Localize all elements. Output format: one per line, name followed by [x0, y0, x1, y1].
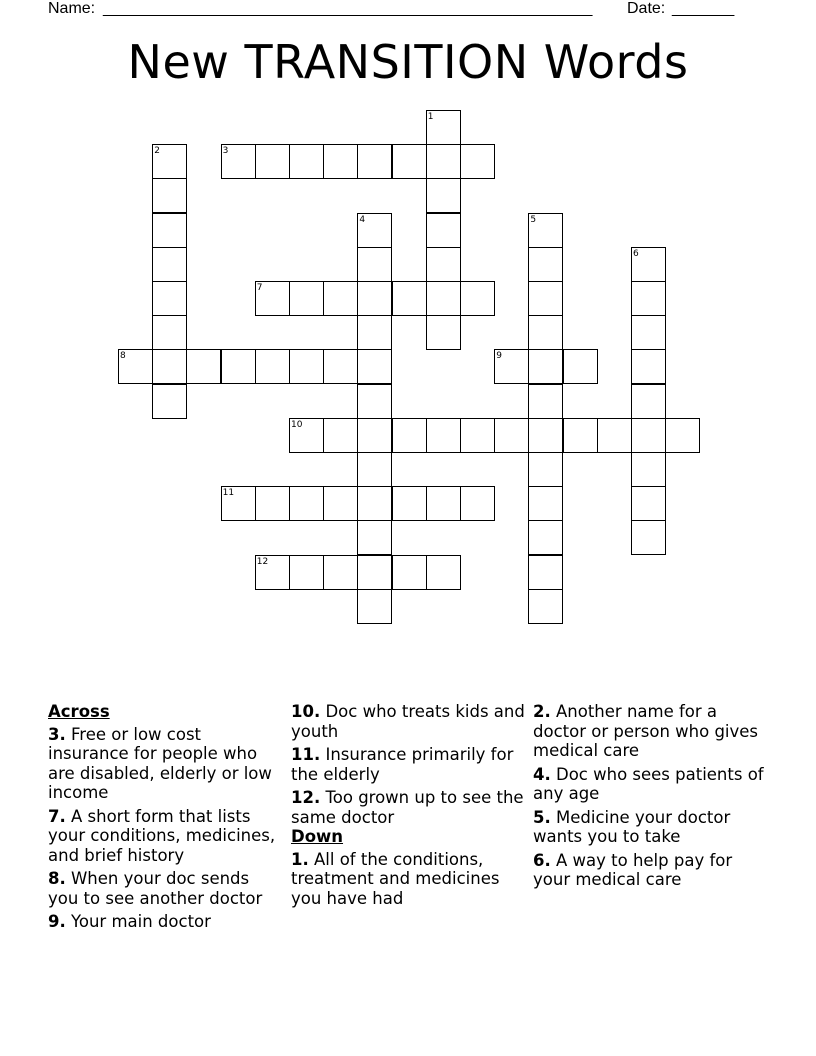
grid-cell[interactable]	[392, 144, 427, 179]
grid-cell[interactable]	[186, 349, 221, 384]
grid-cell[interactable]	[289, 281, 324, 316]
clue-number: 9.	[48, 912, 66, 931]
grid-cell[interactable]	[255, 486, 290, 521]
grid-cell[interactable]	[392, 555, 427, 590]
clue-number: 7.	[48, 806, 66, 826]
name-line[interactable]: _______________________________________________________	[103, 0, 593, 17]
grid-cell[interactable]	[426, 213, 461, 248]
grid-cell[interactable]	[357, 452, 392, 487]
date-label: Date:	[627, 0, 666, 17]
grid-cell[interactable]	[528, 247, 563, 282]
grid-cell[interactable]	[460, 281, 495, 316]
grid-cell[interactable]	[392, 418, 427, 453]
clue-text: Your main doctor	[65, 912, 211, 931]
clue-across-7	[48, 807, 284, 866]
cell-number: 6	[633, 248, 639, 259]
grid-cell[interactable]	[426, 315, 461, 350]
grid-cell[interactable]	[597, 418, 632, 453]
clues-column-2	[291, 702, 527, 912]
grid-cell[interactable]	[152, 213, 187, 248]
clue-across-12	[291, 788, 527, 827]
grid-cell[interactable]	[631, 349, 666, 384]
grid-cell[interactable]	[528, 315, 563, 350]
grid-cell[interactable]	[426, 555, 461, 590]
grid-cell[interactable]	[528, 418, 563, 453]
grid-cell[interactable]	[152, 178, 187, 213]
grid-cell[interactable]	[528, 486, 563, 521]
grid-cell[interactable]	[357, 555, 392, 590]
grid-cell[interactable]	[665, 418, 700, 453]
grid-cell[interactable]	[323, 418, 358, 453]
grid-cell[interactable]	[631, 418, 666, 453]
grid-cell[interactable]	[563, 349, 598, 384]
clue-number: 12.	[291, 788, 321, 807]
grid-cell[interactable]	[426, 178, 461, 213]
grid-cell[interactable]	[528, 555, 563, 590]
cell-number: 10	[291, 419, 303, 430]
clue-number: 8.	[48, 869, 66, 888]
grid-cell[interactable]	[631, 281, 666, 316]
grid-cell[interactable]	[426, 418, 461, 453]
grid-cell[interactable]	[323, 555, 358, 590]
clue-text: When your doc sends you to see another doctor	[48, 869, 263, 908]
grid-cell[interactable]	[631, 452, 666, 487]
grid-cell[interactable]	[357, 349, 392, 384]
grid-cell[interactable]	[255, 144, 290, 179]
clue-number: 2.	[533, 702, 551, 721]
grid-cell[interactable]	[255, 349, 290, 384]
cell-number: 5	[530, 214, 537, 225]
page-title: New TRANSITION Words	[127, 35, 689, 89]
clue-text: Medicine your doctor wants you to take	[533, 807, 731, 846]
clue-text: Doc who treats kids and youth	[291, 702, 525, 741]
grid-cell[interactable]	[460, 144, 495, 179]
clue-number: 3.	[48, 724, 66, 744]
cell-number: 7	[256, 283, 263, 293]
cell-number: 11	[222, 488, 235, 499]
clues-column-1	[48, 702, 284, 936]
clue-number: 5.	[533, 807, 551, 827]
clue-text: Doc who sees patients of any age	[533, 764, 764, 803]
grid-cell[interactable]	[563, 418, 598, 453]
clue-down-5	[533, 808, 769, 847]
cell-number: 9	[496, 351, 502, 362]
clue-down-1	[291, 850, 527, 909]
grid-cell[interactable]	[357, 315, 392, 350]
clue-text: Another name for a doctor or person who gives medical care	[533, 702, 759, 760]
cell-number: 3	[222, 146, 229, 157]
clue-across-8	[48, 869, 284, 908]
clue-text: Insurance primarily for the elderly	[291, 745, 514, 784]
name-label: Name:	[48, 0, 96, 17]
clue-number: 4.	[533, 764, 551, 784]
grid-cell[interactable]	[152, 349, 187, 384]
grid-cell[interactable]	[357, 418, 392, 453]
grid-cell[interactable]	[221, 349, 256, 384]
clue-text: All of the conditions, treatment and medicines you have had	[291, 849, 500, 908]
grid-cell[interactable]	[528, 589, 563, 624]
clue-number: 10.	[291, 702, 321, 721]
clue-text: Too grown up to see the same doctor	[291, 788, 524, 827]
grid-cell[interactable]	[426, 144, 461, 179]
grid-cell[interactable]	[323, 281, 358, 316]
grid-cell[interactable]	[289, 486, 324, 521]
grid-cell[interactable]	[357, 384, 392, 419]
cell-number: 4	[359, 214, 366, 225]
clue-text: A short form that lists your conditions, medicines, and brief history	[48, 806, 276, 865]
grid-cell[interactable]	[289, 144, 324, 179]
grid-cell[interactable]	[494, 418, 529, 453]
down-heading: Down	[291, 827, 344, 846]
grid-cell[interactable]	[289, 349, 324, 384]
grid-cell[interactable]	[357, 247, 392, 282]
grid-cell[interactable]	[460, 418, 495, 453]
grid-cell[interactable]	[357, 520, 392, 555]
grid-cell[interactable]	[152, 384, 187, 419]
grid-cell[interactable]	[152, 315, 187, 350]
grid-cell[interactable]	[528, 384, 563, 419]
clue-down-2	[533, 702, 769, 761]
grid-cell[interactable]	[631, 486, 666, 521]
grid-cell[interactable]	[357, 486, 392, 521]
clue-down-6	[533, 851, 769, 890]
grid-cell[interactable]	[528, 281, 563, 316]
grid-cell[interactable]	[631, 315, 666, 350]
across-heading: Across	[48, 702, 110, 721]
grid-cell[interactable]	[289, 555, 324, 590]
grid-cell[interactable]	[631, 384, 666, 419]
grid-cell[interactable]	[460, 486, 495, 521]
grid-cell[interactable]	[426, 247, 461, 282]
grid-cell[interactable]	[323, 349, 358, 384]
date-line[interactable]: _______	[672, 0, 735, 17]
grid-cell[interactable]	[392, 486, 427, 521]
grid-cell[interactable]	[323, 486, 358, 521]
grid-cell[interactable]	[528, 452, 563, 487]
grid-cell[interactable]	[631, 520, 666, 555]
grid-cell[interactable]	[426, 281, 461, 316]
grid-cell[interactable]	[152, 247, 187, 282]
clue-across-3	[48, 725, 284, 803]
clue-across-11	[291, 745, 527, 784]
grid-cell[interactable]	[392, 281, 427, 316]
clue-across-9	[48, 912, 284, 932]
clue-down-4	[533, 765, 769, 804]
grid-cell[interactable]	[528, 349, 563, 384]
clue-number: 11.	[291, 745, 321, 764]
grid-cell[interactable]	[323, 144, 358, 179]
cell-number: 12	[256, 556, 269, 567]
clue-number: 6.	[533, 850, 551, 870]
clue-text: Free or low cost insurance for people who are disabled, elderly or low income	[48, 724, 272, 802]
grid-cell[interactable]	[426, 486, 461, 521]
grid-cell[interactable]	[357, 281, 392, 316]
grid-cell[interactable]	[357, 144, 392, 179]
cell-number: 2	[154, 146, 160, 157]
cell-number: 1	[427, 112, 434, 122]
clue-across-10	[291, 702, 527, 741]
clue-text: A way to help pay for your medical care	[533, 850, 733, 889]
clues-column-3	[533, 702, 769, 894]
grid-cell[interactable]	[152, 281, 187, 316]
clue-number: 1.	[291, 849, 309, 869]
grid-cell[interactable]	[357, 589, 392, 624]
grid-cell[interactable]	[528, 520, 563, 555]
cell-number: 8	[120, 351, 126, 362]
